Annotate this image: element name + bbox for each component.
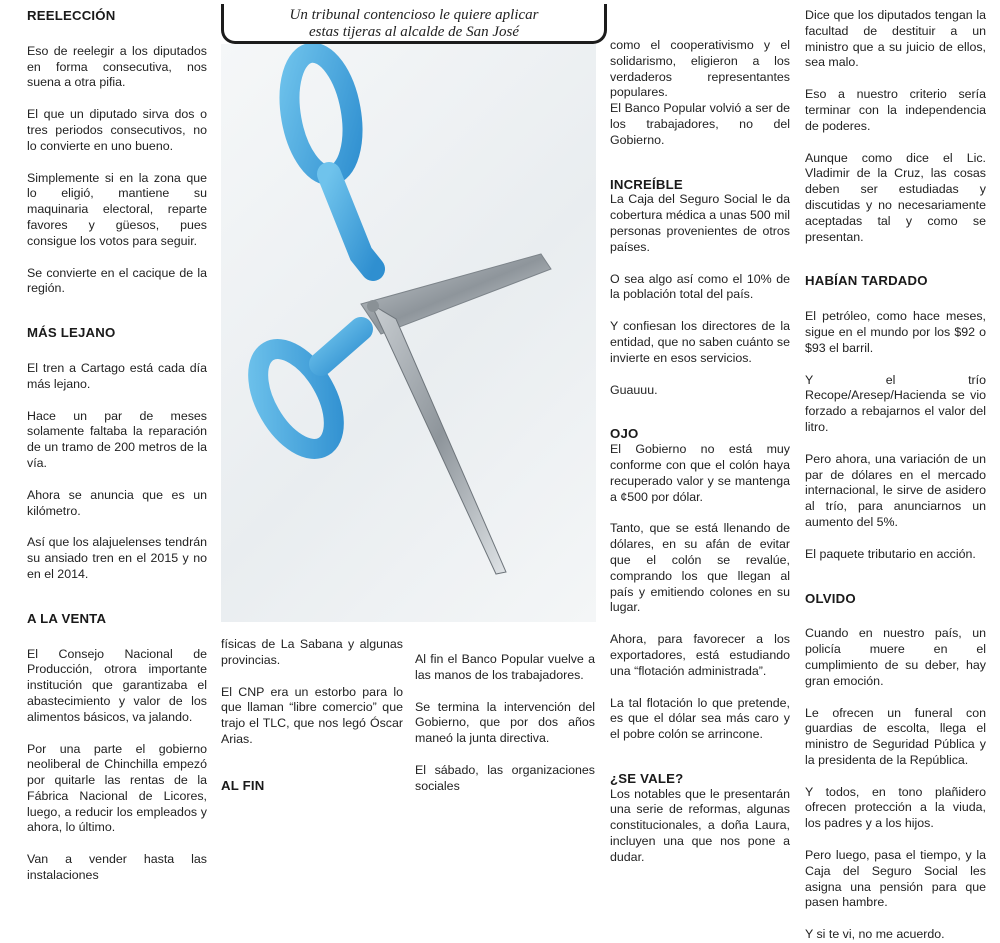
paragraph: El CNP era un estorbo para lo que llaman “libre comercio” que trajo el TLC, que nos legó Óscar Arias. [221, 684, 403, 746]
paragraph: Por una parte el gobierno neoliberal de Chinchilla empezó por quitarle las rentas de la Fábrica Nacional de Licores, luego, a reducir los empleados y ahora, lo último. [27, 741, 207, 835]
paragraph: Los notables que le presentarán una serie de reformas, algunas constitucionales, a doña Laura, incluyen una que nos pone a dudar. [610, 786, 790, 864]
paragraph: físicas de La Sabana y algunas provincias. [221, 637, 403, 667]
heading-increible: INCREÍBLE [610, 176, 683, 192]
paragraph: Tanto, que se está llenando de dólares, en su afán de evitar que el colón se revalúe, comprando los que llegan al país y emitiendo colones en su lugar. [610, 521, 790, 615]
column-3 [610, 38, 790, 866]
paragraph: Ahora, para favorecer a los exportadores, está estudiando una “flotación administrada”. [610, 632, 790, 678]
paragraph: Ahora se anuncia que es un kilómetro. [27, 487, 207, 518]
column-4 [805, 8, 986, 943]
paragraph: El sábado, las organizaciones sociales [415, 762, 595, 793]
paragraph: Hace un par de meses solamente faltaba la reparación de un tramo de 200 metros de la vía. [27, 408, 207, 470]
paragraph: O sea algo así como el 10% de la población total del país. [610, 271, 790, 302]
paragraph: Se termina la intervención del Gobierno, que por dos años maneó la junta directiva. [415, 699, 595, 746]
photo-caption [221, 4, 607, 44]
paragraph: Y confiesan los directores de la entidad, que no saben cuánto se invierte en esos servicios. [610, 319, 790, 365]
heading-al-fin: AL FIN [221, 777, 265, 793]
paragraph: Van a vender hasta las instalaciones [27, 852, 207, 883]
paragraph: El petróleo, como hace meses, sigue en el mundo por los $92 o $93 el barril. [805, 309, 986, 355]
paragraph: La tal flotación lo que pretende, es que el dólar sea más caro y el pobre colón se arrincone. [610, 695, 790, 742]
paragraph: El Gobierno no está muy conforme con que el colón haya recuperado valor y se mantenga a ¢500 por dólar. [610, 442, 790, 504]
paragraph: Pero ahora, una variación de un par de dólares en el mercado internacional, le sirve de asidero al trío, para anunciarnos un aumento del 5%. [805, 451, 986, 529]
paragraph: Al fin el Banco Popular vuelve a las manos de los trabajadores. [415, 652, 595, 682]
column-1 [27, 8, 207, 884]
heading-ojo: OJO [610, 426, 639, 442]
heading-reeleccion: REELECCIÓN [27, 8, 116, 23]
paragraph: Simplemente si en la zona que lo eligió, mantiene su maquinaria electoral, reparte favores y güesos, pues consigue los votos para seguir. [27, 170, 207, 248]
caption-line-1: Un tribunal contencioso le quiere aplicar [289, 7, 539, 23]
paragraph: El que un diputado sirva dos o tres periodos consecutivos, no lo convierte en uno bueno. [27, 107, 207, 153]
paragraph: Se convierte en el cacique de la región. [27, 265, 207, 296]
column-2b [415, 652, 595, 795]
paragraph: El Consejo Nacional de Producción, otrora importante institución que garantizaba el abastecimiento y valor de los alimentos básicos, va jalando. [27, 646, 207, 724]
paragraph: Y el trío Recope/Aresep/Hacienda se vio forzado a rebajarnos el valor del litro. [805, 372, 986, 434]
paragraph: Le ofrecen un funeral con guardias de escolta, llega el ministro de Seguridad Pública y la presidenta de la República. [805, 705, 986, 767]
heading-olvido: OLVIDO [805, 590, 856, 606]
paragraph: Guauuu. [610, 382, 658, 397]
scissors-illustration [221, 44, 596, 622]
scissors-photo [221, 44, 596, 622]
paragraph: El tren a Cartago está cada día más lejano. [27, 360, 207, 391]
paragraph: Eso de reelegir a los diputados en forma consecutiva, nos suena a otra pifia. [27, 43, 207, 90]
heading-a-la-venta: A LA VENTA [27, 610, 107, 626]
paragraph: Aunque como dice el Lic. Vladimir de la Cruz, las cosas deben ser estudiadas y discutidas y no necesariamente aceptadas tal y como se presentan. [805, 150, 986, 244]
column-2a [221, 637, 403, 794]
paragraph: Así que los alajuelenses tendrán su ansiado tren en el 2015 y no en el 2014. [27, 535, 207, 581]
paragraph: Y todos, en tono plañidero ofrecen protección a la viuda, los padres y a los hijos. [805, 784, 986, 831]
paragraph: Pero luego, pasa el tiempo, y la Caja del Seguro Social les asigna una pensión para que pasen hambre. [805, 848, 986, 910]
paragraph: como el cooperativismo y el solidarismo, eligieron a los verdaderos representantes populares. [610, 38, 790, 100]
caption-line-2: estas tijeras al alcalde de San José [309, 24, 519, 40]
paragraph: La Caja del Seguro Social le da cobertura médica a unas 500 mil personas provenientes de otros países. [610, 192, 790, 254]
heading-habian-tardado: HABÍAN TARDADO [805, 273, 928, 289]
paragraph: Dice que los diputados tengan la facultad de destituir a un ministro que a su juicio de ellos, sea malo. [805, 8, 986, 70]
paragraph: Y si te vi, no me acuerdo. [805, 927, 945, 942]
heading-mas-lejano: MÁS LEJANO [27, 325, 116, 341]
paragraph: El Banco Popular volvió a ser de los trabajadores, no del Gobierno. [610, 101, 790, 147]
paragraph: El paquete tributario en acción. [805, 546, 976, 561]
paragraph: Eso a nuestro criterio sería terminar con la independencia de poderes. [805, 87, 986, 133]
heading-se-vale: ¿SE VALE? [610, 770, 684, 786]
paragraph: Cuando en nuestro país, un policía muere en el cumplimiento de su deber, hay gran emoción. [805, 626, 986, 688]
